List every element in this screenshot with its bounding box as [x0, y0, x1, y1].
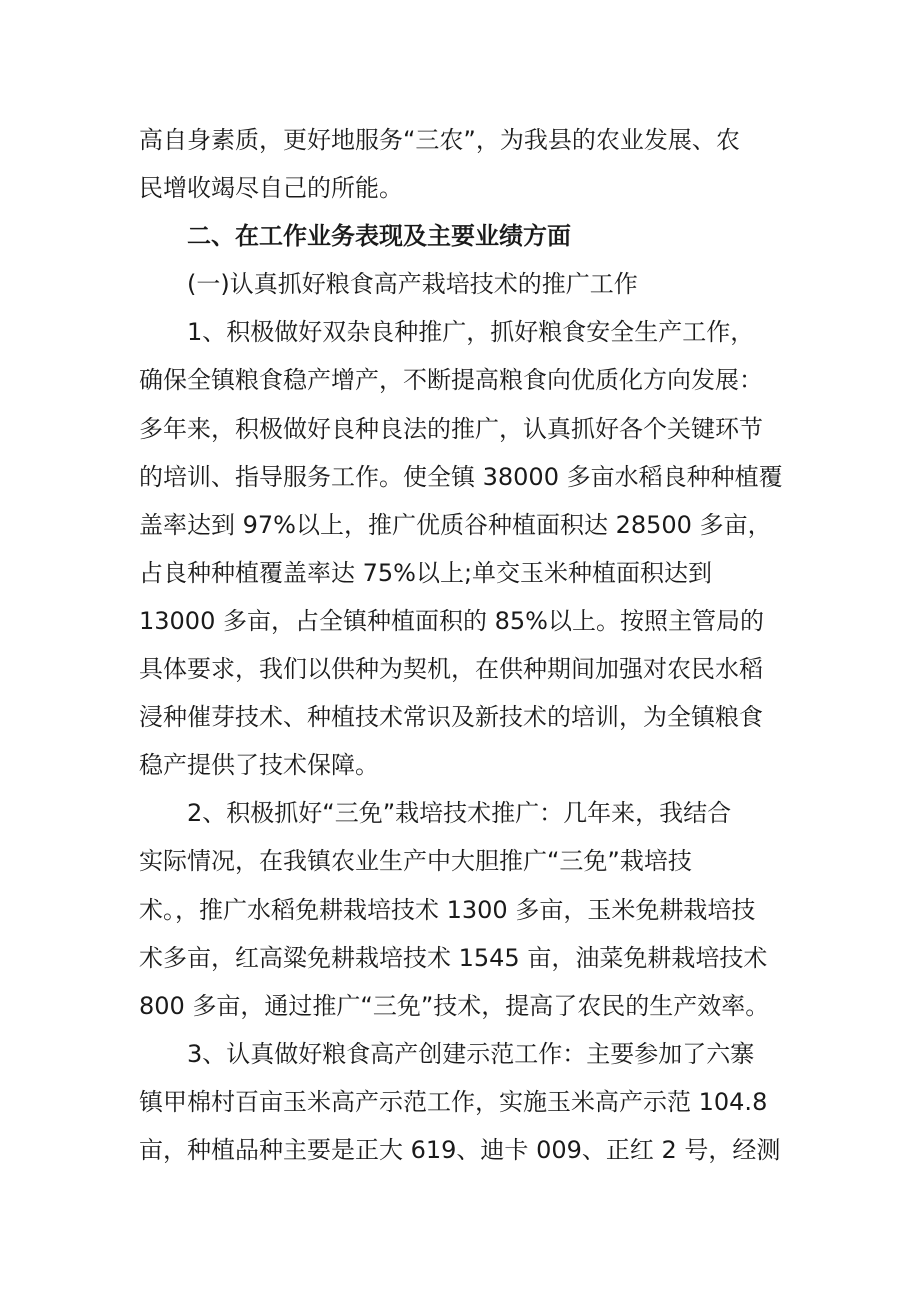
text-line: 确保全镇粮食稳产增产，不断提高粮食向优质化方向发展： — [139, 366, 763, 395]
text-line: 实际情况，在我镇农业生产中大胆推广“三免”栽培技 — [139, 847, 692, 876]
text-line: 浸种催芽技术、种植技术常识及新技术的培训，为全镇粮食 — [139, 703, 763, 732]
text-line: 具体要求，我们以供种为契机，在供种期间加强对农民水稻 — [139, 655, 763, 684]
text-line: 盖率达到 97%以上，推广优质谷种植面积达 28500 多亩， — [139, 510, 772, 539]
text-line: 亩，种植品种主要是正大 619、迪卡 009、正红 2 号，经测 — [139, 1135, 781, 1164]
text-line: 镇甲棉村百亩玉米高产示范工作，实施玉米高产示范 104.8 — [139, 1087, 768, 1116]
text-line: 1、积极做好双杂良种推广，抓好粮食安全生产工作， — [187, 318, 755, 347]
body-text — [139, 116, 789, 1174]
text-line: 多年来，积极做好良种良法的推广，认真抓好各个关键环节 — [139, 414, 763, 443]
text-line: 占良种种植覆盖率达 75%以上;单交玉米种植面积达到 — [139, 558, 713, 587]
text-line: 高自身素质，更好地服务“三农”，为我县的农业发展、农 — [139, 126, 740, 154]
text-line: 稳产提供了技术保障。 — [139, 751, 379, 780]
text-line: 民增收竭尽自己的所能。 — [139, 174, 403, 203]
text-line: 800 多亩，通过推广“三免”技术，提高了农民的生产效率。 — [139, 991, 770, 1020]
text-line: 2、积极抓好“三免”栽培技术推广：几年来，我结合 — [187, 799, 732, 828]
subsection-heading: (一)认真抓好粮食高产栽培技术的推广工作 — [187, 270, 638, 299]
text-line: 的培训、指导服务工作。使全镇 38000 多亩水稻良种种植覆 — [139, 462, 783, 491]
section-heading: 二、在工作业务表现及主要业绩方面 — [187, 222, 571, 251]
text-line: 术。，推广水稻免耕栽培技术 1300 多亩，玉米免耕栽培技 — [139, 895, 756, 924]
text-line: 术多亩，红高粱免耕栽培技术 1545 亩，油菜免耕栽培技术 — [139, 943, 768, 972]
text-line: 3、认真做好粮食高产创建示范工作：主要参加了六寨 — [187, 1039, 755, 1068]
text-line: 13000 多亩，占全镇种植面积的 85%以上。按照主管局的 — [139, 606, 764, 635]
